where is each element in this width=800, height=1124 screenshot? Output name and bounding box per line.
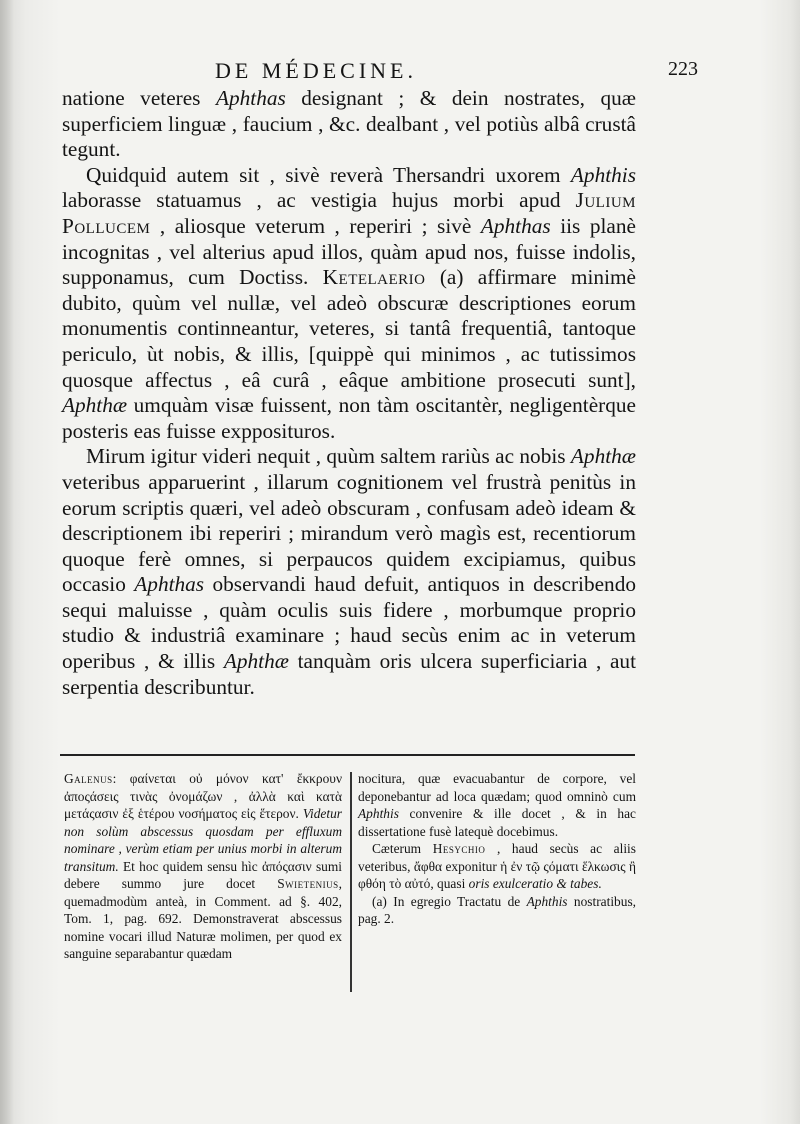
text-run: designant ; & dein nostrates, quæ superficiem linguæ , faucium , &c. dealbant , vel potiùs albâ crustâ tegunt.	[62, 86, 636, 162]
text-run: (a) affirmare minimè dubito, quùm vel nullæ, vel adeò obscuræ descriptiones eorum monumentis continneantur, veteres, si tantâ frequentiâ, tantoque periculo, ùt nobis, & illis, [quippè qui minimos , ac tutissimos quosque affectus , eâ curâ , eâque ambitione prosecuti sunt],	[62, 265, 636, 392]
text-run: tanquàm oris ulcera superficiaria , aut serpentia describuntur.	[62, 649, 636, 699]
footnote-column-left	[64, 770, 342, 963]
body-paragraph	[62, 86, 636, 163]
text-run: Mirum igitur videri nequit , quùm saltem rariùs ac nobis	[86, 444, 571, 469]
small-caps-name: Galenus	[64, 771, 113, 786]
page-number: 223	[668, 58, 698, 80]
small-caps-name: Ketelaerio	[322, 265, 426, 290]
page-header	[60, 58, 760, 88]
note-right-paragraph	[358, 840, 636, 893]
italic-text: oris exulceratio & tabes.	[468, 876, 602, 891]
main-text	[62, 86, 636, 700]
italic-text: Aphthis	[358, 806, 399, 821]
italic-text: Aphthas	[480, 213, 551, 238]
body-paragraph	[62, 163, 636, 445]
text-run: laborasse statuamus , ac vestigia hujus morbi apud	[62, 188, 576, 213]
text-run: observandi haud defuit, antiquos in describendo sequi maluisse , quàm oculis suis fidere , morbumque proprio studio & industriâ examinare ; haud secùs enim ac in veterum operibus , & illis	[62, 572, 637, 674]
italic-text: Aphthis	[570, 162, 636, 187]
text-run: nocitura, quæ evacuabantur de corpore, vel deponebantur ad loca quædam; quod omninò cum	[358, 771, 636, 804]
small-caps-name: Julium Pollucem	[62, 188, 636, 238]
note-right-paragraph	[358, 770, 636, 840]
column-divider	[350, 772, 352, 992]
small-caps-name: Hesychio	[432, 841, 486, 856]
small-caps-name: Swietenius	[277, 876, 339, 891]
italic-text: Videtur non solùm abscessus quosdam per effluxum nominare , verùm etiam per unius morbi in alterum transitum.	[64, 806, 342, 874]
text-run: nostratibus, pag. 2.	[358, 893, 637, 926]
note-left-paragraph	[64, 770, 342, 963]
text-run: natione veteres	[62, 86, 216, 110]
text-run: , quemadmodùm anteà, in Comment. ad §. 402, Tom. 1, pag. 692. Demonstraverat abscessus nomine vocari illud Naturæ molimen, per quod ex sanguine separabantur quædam	[64, 876, 342, 961]
text-run: : φαίνεται οὐ μόνον κατ' ἔκκρουν ἀποςάσεις τινὰς ὀνομάζων , ἀλλὰ καὶ κατὰ μετάςασιν ἐξ ἑτέρου νοσήματος εἰς ἕτερον.	[64, 771, 342, 821]
text-run: umquàm visæ fuissent, non tàm oscitantèr, negligentèrque posteris eas fuisse expposituros.	[62, 393, 636, 443]
italic-text: Aphthæ	[223, 649, 289, 674]
italic-text: Aphthæ	[62, 393, 128, 418]
body-paragraph	[62, 444, 636, 700]
text-run: veteribus apparuerint , illarum cognitionem vel frustrà penitùs in eorum scriptis quæri, vel adeò obscuram , confusam adeò ideam & descriptionem ibi reperiri ; mirandum verò magìs est, recentiorum quoque ferè omnes, si perpaucos quidem excipiamus, quibus occasio	[62, 469, 636, 597]
text-run: , haud secùs ac aliis veteribus, ἄφθα exponitur ἡ ἐν τῷ ςόματι ἕλκωσις ἢ φθόη τὸ αὐτό, quasi	[358, 841, 636, 891]
text-run: , aliosque veterum , reperiri ; sivè	[150, 213, 481, 238]
footnote-column-right	[358, 770, 636, 928]
italic-text: Aphthas	[134, 572, 205, 597]
text-run: iis planè incognitas , vel alterius apud illos, quàm apud nos, fuisse indolis, supponamus, cum Doctiss.	[62, 213, 636, 290]
text-run: Cæterum	[372, 841, 433, 856]
running-title: DE MÉDECINE.	[215, 58, 417, 83]
text-run: convenire & ille docet , & in hac dissertatione fusè latequè docebimus.	[358, 806, 636, 839]
italic-text: Aphthis	[526, 893, 568, 909]
footnote-rule	[60, 754, 635, 756]
italic-text: Aphthæ	[570, 444, 636, 469]
note-right-paragraph	[358, 893, 636, 928]
text-run: Quidquid autem sit , sivè reverà Thersandri uxorem	[86, 162, 571, 187]
italic-text: Aphthas	[215, 86, 286, 110]
text-run: Et hoc quidem sensu hìc ἀπόςασιν sumi debere summo jure docet	[64, 858, 342, 891]
gutter-shadow	[0, 0, 14, 1124]
text-run: (a) In egregio Tractatu de	[372, 893, 527, 909]
